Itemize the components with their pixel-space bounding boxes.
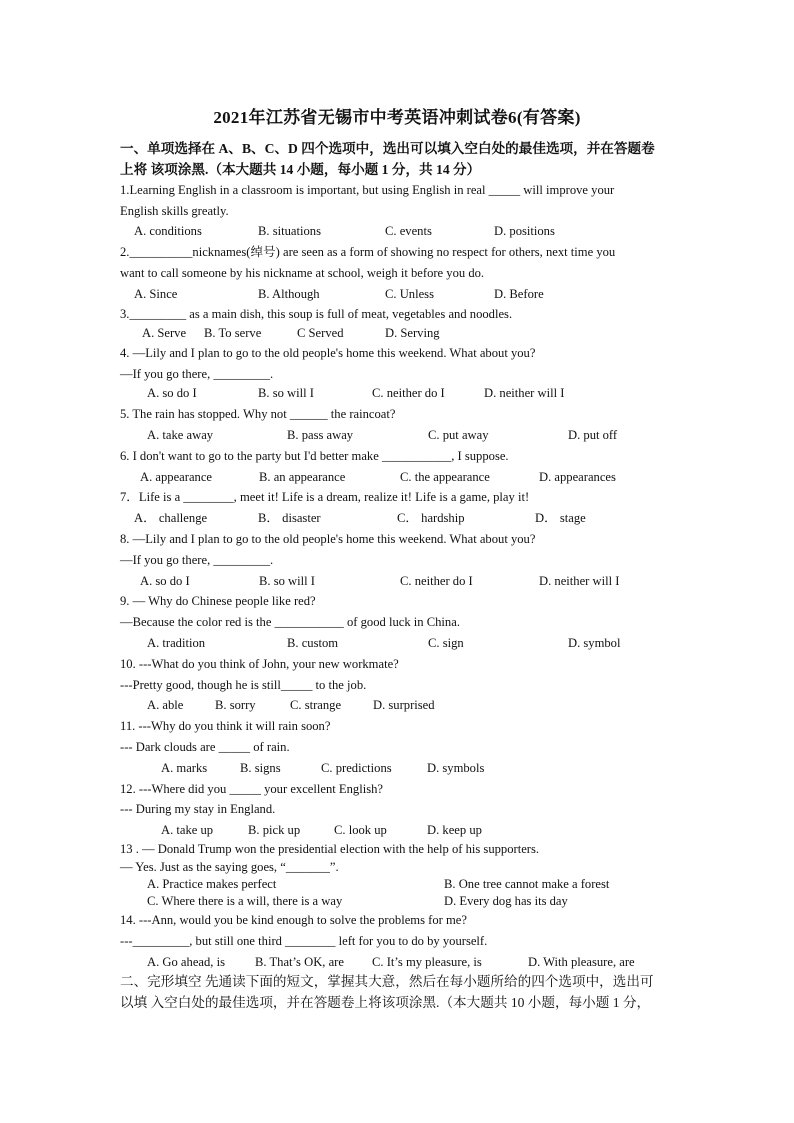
question-3-line-1: 3._________ as a main dish, this soup is full of meat, vegetables and noodles. [120,307,513,321]
question-8-line-1: 8. —Lily and I plan to go to the old people's home this weekend. What about you? [120,532,536,546]
option-b: B. sorry [215,698,256,712]
question-4-line-2: —If you go there, _________. [120,367,274,381]
option-b: B. To serve [204,326,262,340]
option-c: C Served [297,326,344,340]
option-d: D. Every dog has its day [444,894,568,908]
option-c: C. predictions [321,761,392,775]
option-c: C. the appearance [400,470,490,484]
option-b: B. That’s OK, are [255,955,344,969]
question-13-line-2: — Yes. Just as the saying goes, “_______”. [120,860,339,874]
section2-header-line1: 二、完形填空 先通读下面的短文，掌握其大意，然后在每小题所给的四个选项中，选出可 [120,974,654,989]
option-a: A. marks [161,761,208,775]
option-d: D. Before [494,287,544,301]
option-d: D. positions [494,224,555,238]
option-b: B. so will I [259,574,315,588]
option-b: B. an appearance [259,470,346,484]
question-13-line-1: 13 . — Donald Trump won the presidential election with the help of his supporters. [120,842,540,856]
question-11-line-1: 11. ---Why do you think it will rain soon? [120,719,331,733]
question-7-line-1: 7．Life is a ________, meet it! Life is a dream, realize it! Life is a game, play it! [120,490,530,504]
question-2-line-1: 2.__________nicknames(绰号) are seen as a form of showing no respect for others, next time you [120,245,616,259]
question-9-line-1: 9. — Why do Chinese people like red? [120,594,316,608]
question-6-line-1: 6. I don't want to go to the party but I'd better make ___________, I suppose. [120,449,509,463]
question-14-line-2: ---_________, but still one third ________ left for you to do by yourself. [120,934,488,948]
option-a: A. Practice makes perfect [147,877,277,891]
option-b: B. One tree cannot make a forest [444,877,610,891]
question-1-line-2: English skills greatly. [120,204,229,218]
option-a: A. able [147,698,184,712]
option-b: B. pass away [287,428,354,442]
option-a: A． challenge [134,511,208,525]
option-d: D. keep up [427,823,482,837]
option-a: A. so do I [140,574,190,588]
section1-header-line2: 上将 该项涂黑.（本大题共 14 小题，每小题 1 分，共 14 分） [120,162,481,177]
question-2-line-2: want to call someone by his nickname at school, weigh it before you do. [120,266,485,280]
option-c: C. events [385,224,432,238]
option-d: D. neither will I [539,574,620,588]
option-c: C. neither do I [372,386,445,400]
question-10-line-1: 10. ---What do you think of John, your new workmate? [120,657,399,671]
option-a: A. so do I [147,386,197,400]
option-b: B. custom [287,636,339,650]
option-a: A. conditions [134,224,202,238]
option-b: B. signs [240,761,281,775]
option-a: A. tradition [147,636,206,650]
option-d: D. Serving [385,326,440,340]
option-c: C. put away [428,428,489,442]
question-10-line-2: ---Pretty good, though he is still_____ to the job. [120,678,367,692]
question-14-line-1: 14. ---Ann, would you be kind enough to solve the problems for me? [120,913,467,927]
question-4-line-1: 4. —Lily and I plan to go to the old people's home this weekend. What about you? [120,346,536,360]
option-c: C. look up [334,823,387,837]
option-c: C. Where there is a will, there is a way [147,894,343,908]
section2-header-line2: 以填 入空白处的最佳选项，并在答题卷上将该项涂黑.（本大题共 10 小题，每小题 1 分， [120,995,651,1010]
option-b: B． disaster [258,511,321,525]
page-title: 2021年江苏省无锡市中考英语冲刺试卷6(有答案) [213,108,581,127]
section2-header [120,971,686,1013]
question-5-line-1: 5. The rain has stopped. Why not ______ the raincoat? [120,407,396,421]
option-d: D. put off [568,428,618,442]
option-c: C． hardship [397,511,465,525]
option-d: D. neither will I [484,386,565,400]
option-c: C. It’s my pleasure, is [372,955,482,969]
option-d: D. symbols [427,761,485,775]
option-a: A. Since [134,287,178,301]
option-c: C. neither do I [400,574,473,588]
option-a: A. Go ahead, is [147,955,225,969]
question-12-line-2: --- During my stay in England. [120,802,276,816]
option-a: A. Serve [142,326,187,340]
question-11-line-2: --- Dark clouds are _____ of rain. [120,740,290,754]
option-b: B. pick up [248,823,301,837]
section1-header [120,138,686,180]
option-d: D. With pleasure, are [528,955,635,969]
option-d: D． stage [535,511,586,525]
option-a: A. take away [147,428,214,442]
option-b: B. so will I [258,386,314,400]
option-c: C. sign [428,636,464,650]
question-1-line-1: 1.Learning English in a classroom is important, but using English in real _____ will improve your [120,183,615,197]
question-12-line-1: 12. ---Where did you _____ your excellent English? [120,782,383,796]
option-b: B. Although [258,287,320,301]
option-a: A. take up [161,823,214,837]
option-a: A. appearance [140,470,213,484]
question-8-line-2: —If you go there, _________. [120,553,274,567]
option-d: D. appearances [539,470,616,484]
option-c: C. strange [290,698,342,712]
option-b: B. situations [258,224,321,238]
section1-header-line1: 一、单项选择在 A、B、C、D 四个选项中，选出可以填入空白处的最佳选项，并在答题卷 [120,141,655,156]
option-d: D. surprised [373,698,435,712]
question-9-line-2: —Because the color red is the ___________ of good luck in China. [120,615,460,629]
option-c: C. Unless [385,287,434,301]
option-d: D. symbol [568,636,621,650]
